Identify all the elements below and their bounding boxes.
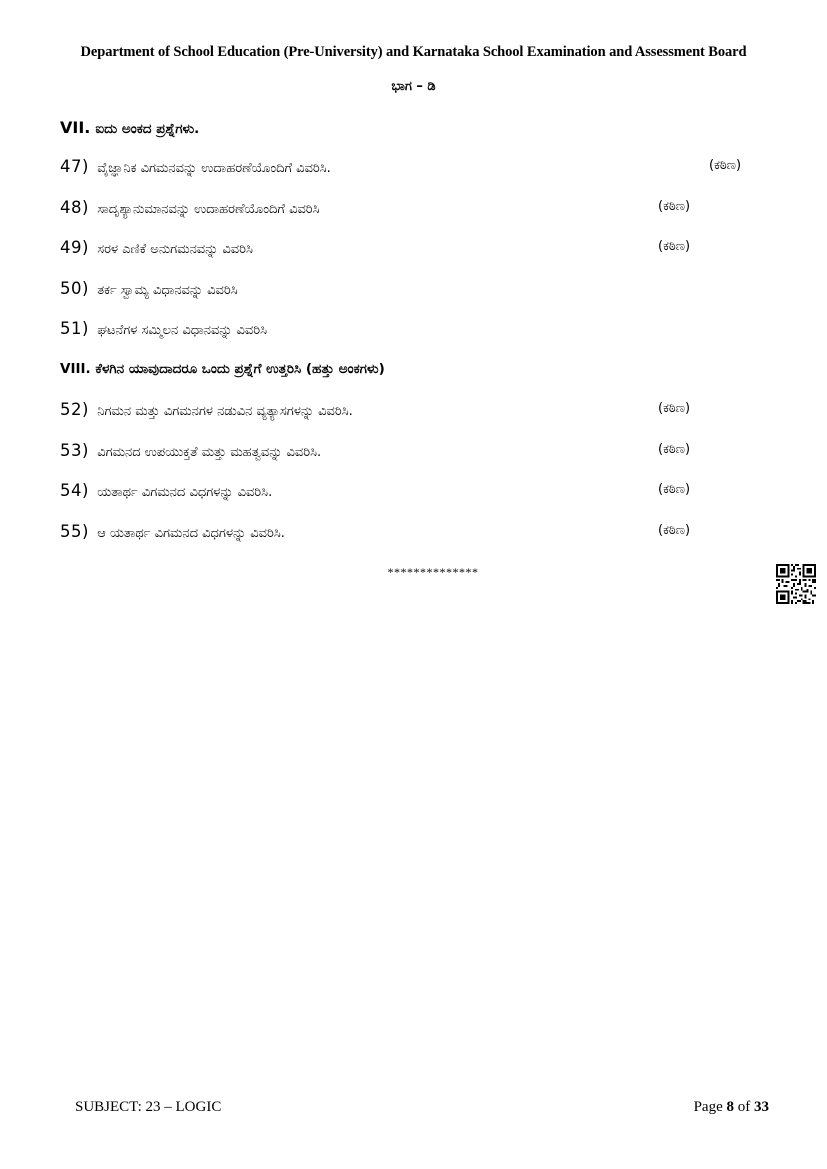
footer-subject: SUBJECT: 23 – LOGIC <box>75 1099 222 1115</box>
difficulty-label: (ಕಠಿಣ) <box>709 158 742 173</box>
question-49 <box>60 238 760 262</box>
question-number: 47) <box>60 157 89 176</box>
difficulty-label: (ಕಠಿಣ) <box>658 401 691 416</box>
part-title: ಭಾಗ – ಡಿ <box>391 79 436 94</box>
difficulty-label: (ಕಠಿಣ) <box>658 442 691 457</box>
difficulty-label: (ಕಠಿಣ) <box>658 199 691 214</box>
difficulty-label: (ಕಠಿಣ) <box>658 523 691 538</box>
question-51 <box>60 319 760 343</box>
question-number: 54) <box>60 481 89 500</box>
question-54 <box>60 481 760 505</box>
question-47 <box>60 157 760 181</box>
question-text: ಸಾದೃಶ್ಯಾನುಮಾನವನ್ನು ಉದಾಹರಣೆಯೊಂದಿಗೆ ವಿವರಿಸಿ <box>97 202 320 217</box>
section-viii-heading: VIII. ಕೆಳಗಿನ ಯಾವುದಾದರೂ ಒಂದು ಪ್ರಶ್ನೆಗೆ ಉತ್ತರಿಸಿ (ಹತ್ತು ಅಂಕಗಳು) <box>60 361 385 377</box>
question-53 <box>60 441 760 465</box>
question-text: ಸರಳ ಎಣಿಕೆ ಅನುಗಮನವನ್ನು ವಿವರಿಸಿ <box>97 242 253 257</box>
difficulty-label: (ಕಠಿಣ) <box>658 239 691 254</box>
page-of: of <box>737 1099 751 1115</box>
question-number: 53) <box>60 441 89 460</box>
question-number: 50) <box>60 279 89 298</box>
question-text: ಆ ಯತಾರ್ಥ ವಿಗಮನದ ವಿಧಗಳನ್ನು ವಿವರಿಸಿ. <box>97 526 285 541</box>
page-current: 8 <box>726 1099 734 1115</box>
question-55 <box>60 522 760 546</box>
question-number: 52) <box>60 400 89 419</box>
footer-page-number <box>694 1099 769 1116</box>
question-text: ಯತಾರ್ಥ ವಿಗಮನದ ವಿಧಗಳನ್ನು ವಿವರಿಸಿ. <box>97 485 273 500</box>
question-text: ವೈಜ್ಞಾನಿಕ ವಿಗಮನವನ್ನು ಉದಾಹರಣೆಯೊಂದಿಗೆ ವಿವರಿಸಿ. <box>97 161 331 176</box>
question-text: ಘಟನೆಗಳ ಸಮ್ಮಿಲನ ವಿಧಾನವನ್ನು ವಿವರಿಸಿ <box>97 323 268 338</box>
question-50 <box>60 279 760 303</box>
question-text: ತರ್ಕ ಸ್ವಾಮ್ಯ ವಿಧಾನವನ್ನು ವಿವರಿಸಿ <box>97 283 238 298</box>
difficulty-label: (ಕಠಿಣ) <box>658 482 691 497</box>
document-header: Department of School Education (Pre-University) and Karnataka School Examination and Assessment Board <box>80 44 747 60</box>
question-text: ನಿಗಮನ ಮತ್ತು ವಿಗಮನಗಳ ನಡುವಿನ ವ್ಯತ್ಯಾಸಗಳನ್ನು ವಿವರಿಸಿ. <box>97 404 353 419</box>
question-48 <box>60 198 760 222</box>
question-text: ವಿಗಮನದ ಉಪಯುಕ್ತತೆ ಮತ್ತು ಮಹತ್ವವನ್ನು ವಿವರಿಸಿ. <box>97 445 322 460</box>
section-vii-heading <box>60 118 199 137</box>
question-number: 49) <box>60 238 89 257</box>
question-number: 48) <box>60 198 89 217</box>
section-vii-number: VII. <box>60 118 91 137</box>
question-52 <box>60 400 760 424</box>
qr-code-icon <box>776 564 816 604</box>
section-vii-title: ಐದು ಅಂಕದ ಪ್ರಶ್ನೆಗಳು. <box>95 121 200 137</box>
page-prefix: Page <box>693 1099 723 1115</box>
question-number: 51) <box>60 319 89 338</box>
question-number: 55) <box>60 522 89 541</box>
page-total: 33 <box>754 1099 769 1115</box>
section-separator: ************** <box>387 565 479 579</box>
